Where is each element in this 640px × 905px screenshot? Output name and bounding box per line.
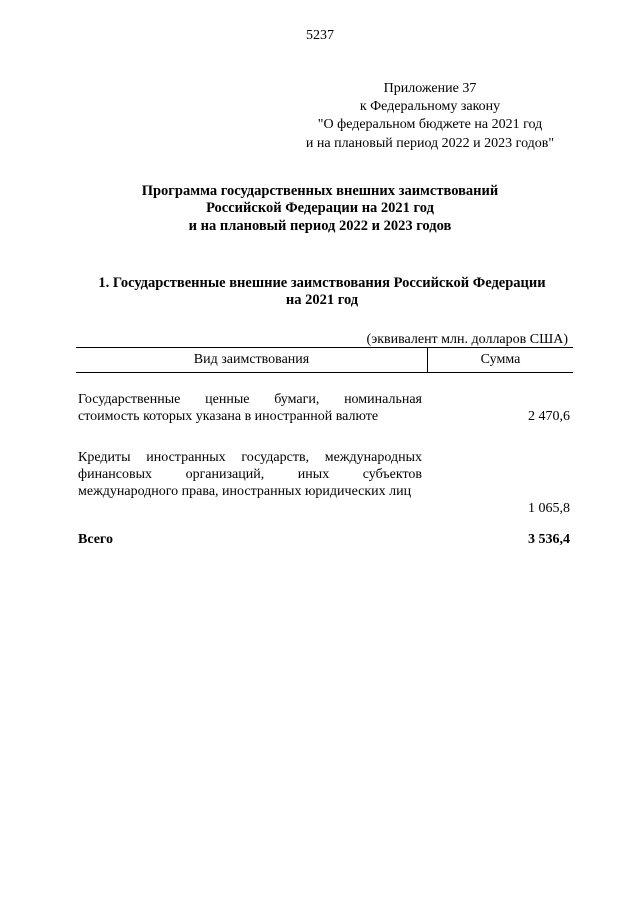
title-line: Российской Федерации на 2021 год (206, 200, 434, 217)
table-row (78, 392, 572, 425)
table-row (78, 450, 572, 517)
page-number: 5237 (306, 28, 334, 43)
section-line: 1. Государственные внешние заимствования Российской Федерации (98, 275, 546, 291)
section-line: на 2021 год (285, 292, 359, 309)
borrowing-kind: Государственные ценные бумаги, номинальная стоимость которых указана в иностранной валюте (78, 392, 422, 424)
units-note: (эквивалент млн. долларов США) (366, 332, 568, 347)
borrowing-amount: 1 065,8 (528, 500, 570, 516)
column-header-kind: Вид заимствования (76, 348, 428, 372)
total-amount: 3 536,4 (528, 532, 570, 547)
section-heading (60, 275, 584, 310)
appendix-line: к Федеральному закону (359, 99, 501, 115)
appendix-line: "О федеральном бюджете на 2021 год (317, 117, 543, 133)
total-label: Всего (78, 532, 113, 547)
table-header (76, 347, 573, 373)
document-title (60, 183, 580, 235)
borrowing-kind: Кредиты иностранных государств, международных финансовых организаций, иных субъектов международного права, иностранных юридических лиц (78, 450, 422, 499)
title-line: и на плановый период 2022 и 2023 годов (188, 217, 452, 234)
appendix-line: и на плановый период 2022 и 2023 годов" (305, 135, 555, 151)
appendix-reference (280, 80, 580, 153)
borrowing-amount: 2 470,6 (528, 408, 570, 424)
column-header-amount: Сумма (480, 352, 521, 367)
appendix-line: Приложение 37 (383, 81, 477, 96)
total-row (78, 531, 572, 548)
title-line: Программа государственных внешних заимствований (141, 183, 499, 199)
